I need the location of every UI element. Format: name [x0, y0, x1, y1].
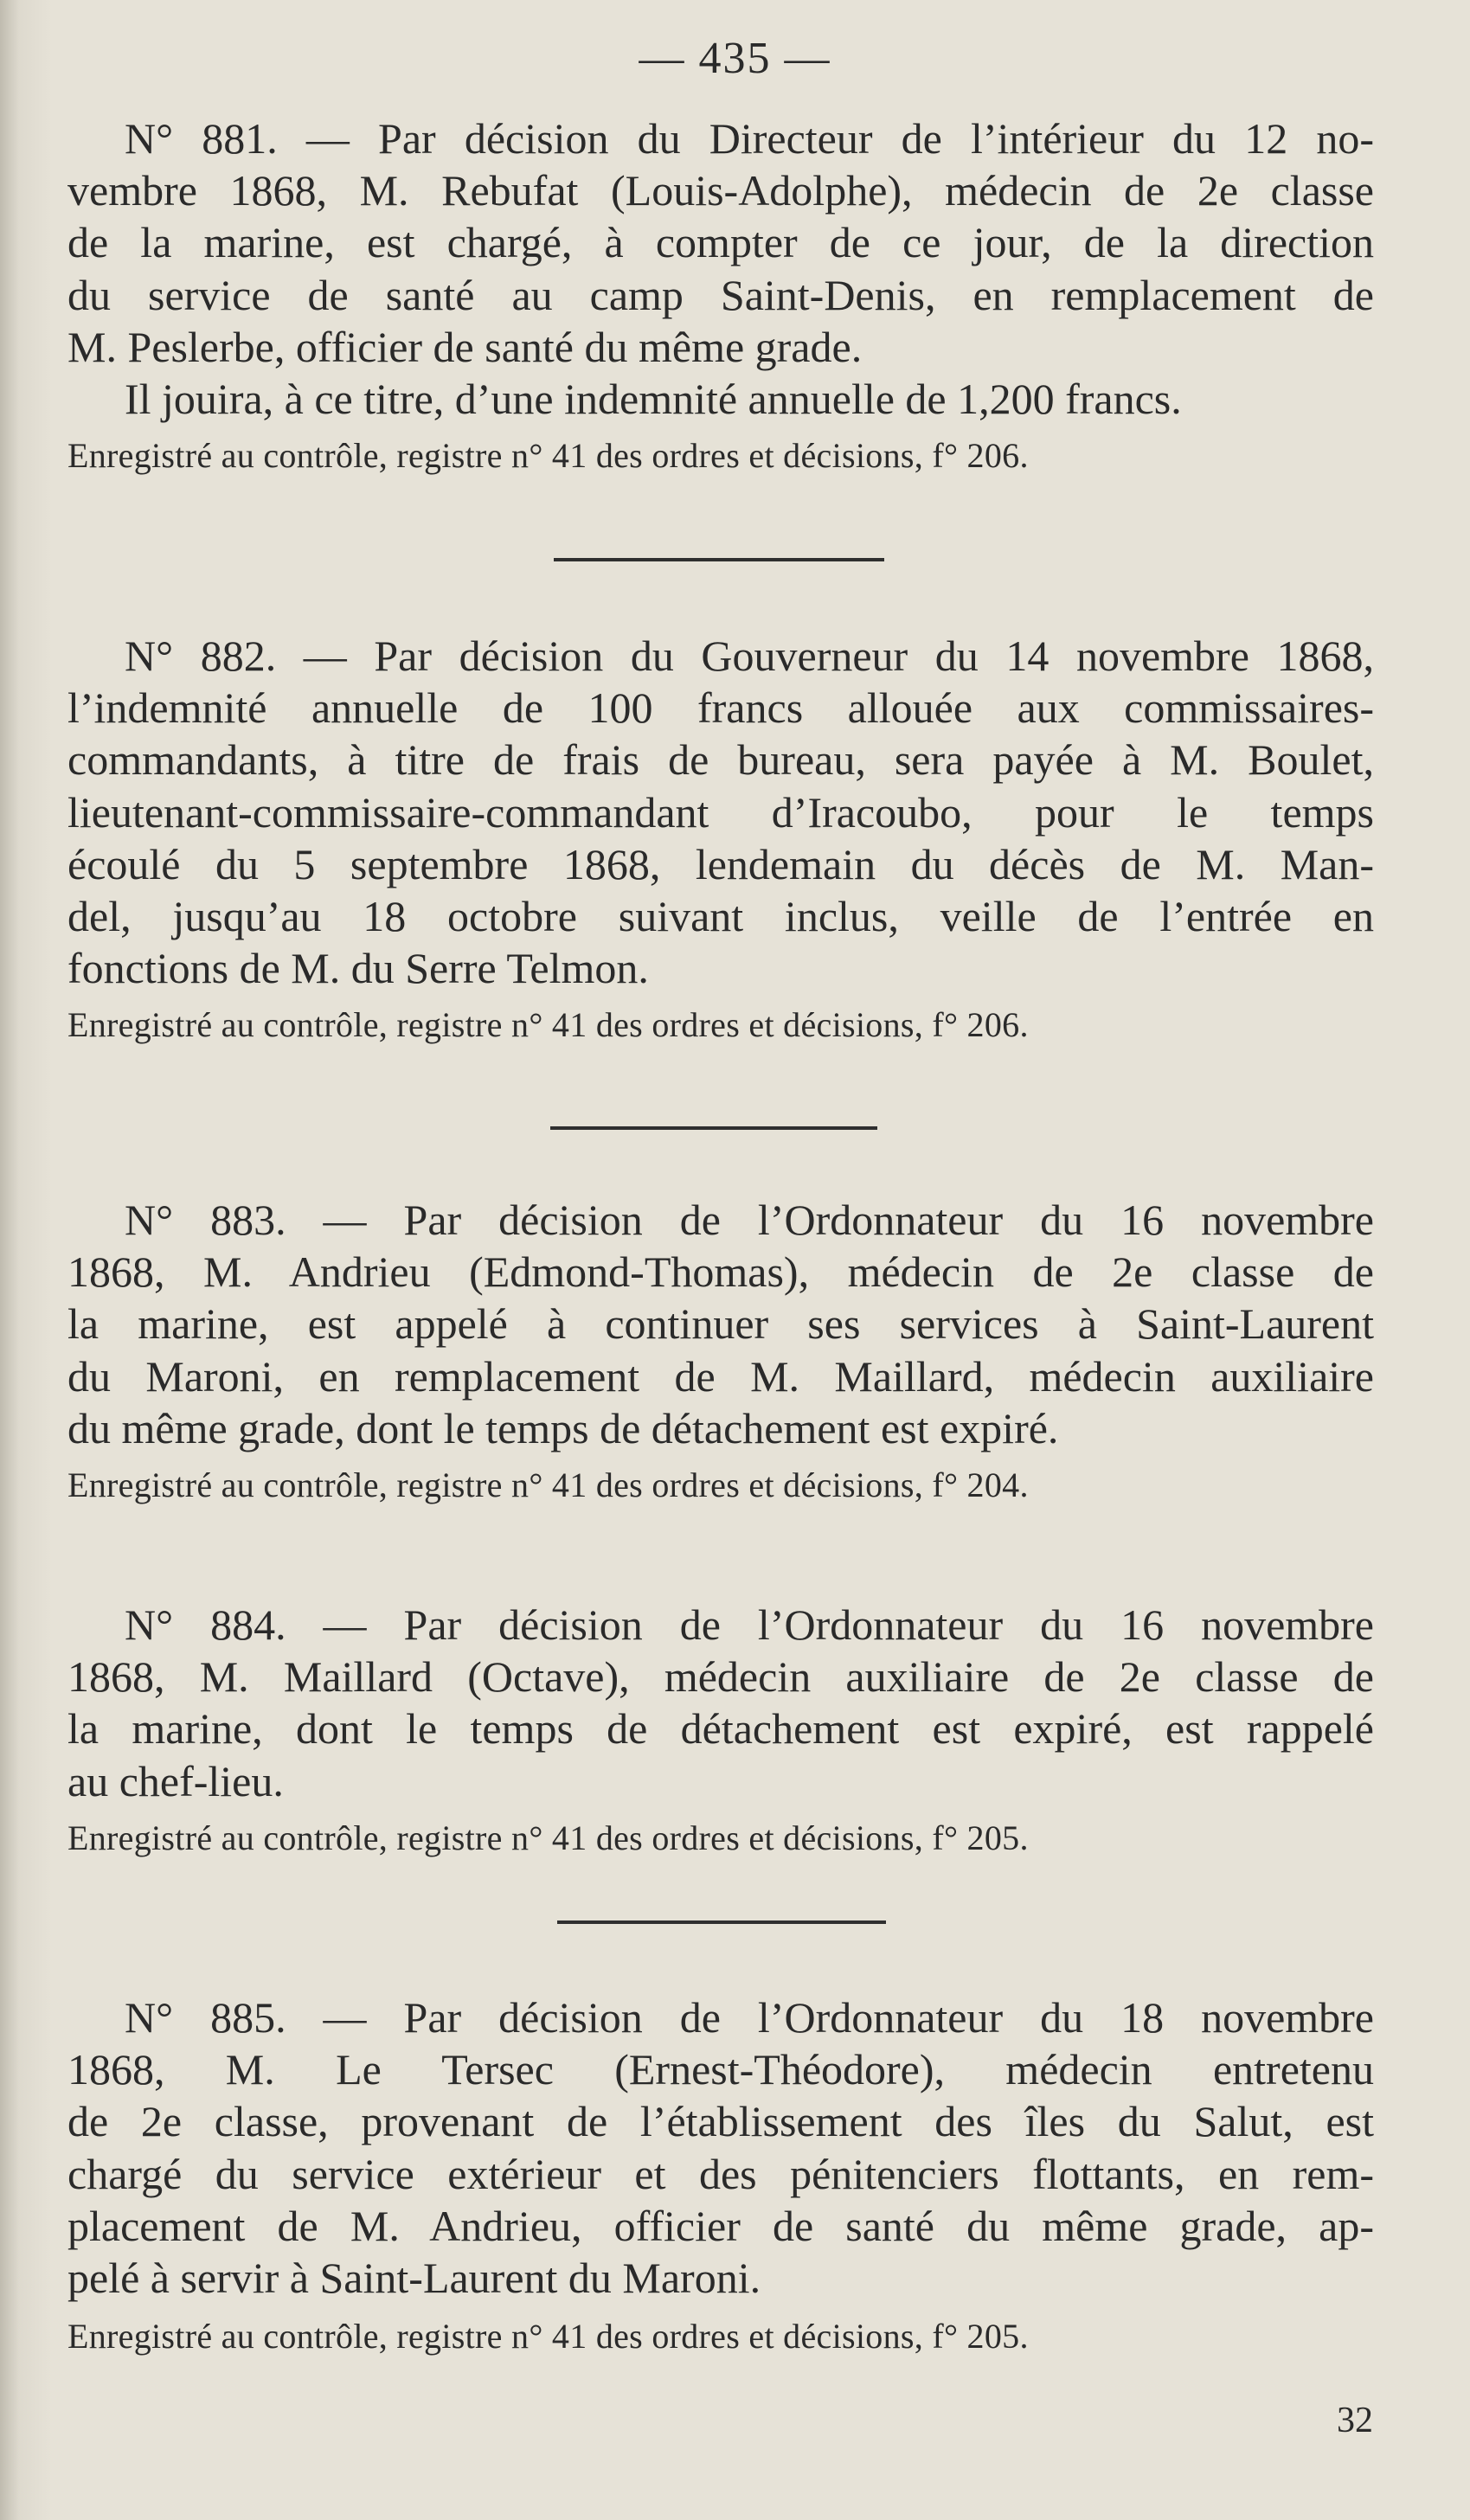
text-line: del, jusqu’au 18 octobre suivant inclus, veille de l’entrée en	[67, 892, 1374, 941]
entry-text	[67, 1991, 1374, 2304]
text-line: du service de santé au camp Saint-Denis, en remplacement de	[67, 270, 1374, 319]
text-line: N° 885. — Par décision de l’Ordonnateur du 18 novembre	[125, 1993, 1374, 2042]
page-number-header: — 435 —	[639, 34, 831, 83]
text-line: 1868, M. Andrieu (Edmond-Thomas), médecin de 2e classe de	[67, 1247, 1374, 1297]
section-divider	[550, 1126, 877, 1130]
text-line: chargé du service extérieur et des pénitenciers flottants, en rem-	[67, 2149, 1374, 2198]
registration-note: Enregistré au contrôle, registre n° 41 des ordres et décisions, f° 206.	[67, 1005, 1029, 1045]
signature-mark: 32	[1337, 2401, 1373, 2440]
text-line: placement de M. Andrieu, officier de santé du même grade, ap-	[67, 2201, 1374, 2250]
text-line: du même grade, dont le temps de détachement est expiré.	[67, 1403, 1059, 1452]
registration-note: Enregistré au contrôle, registre n° 41 des ordres et décisions, f° 205.	[67, 1818, 1029, 1857]
decision-entry-884	[67, 1599, 1374, 1863]
section-divider	[554, 558, 884, 561]
text-line: la marine, dont le temps de détachement est expiré, est rappelé	[67, 1704, 1374, 1754]
text-line: N° 882. — Par décision du Gouverneur du 14 novembre 1868,	[125, 632, 1374, 680]
text-line: du Maroni, en remplacement de M. Maillard, médecin auxiliaire	[67, 1351, 1374, 1401]
text-line: au chef-lieu.	[67, 1756, 284, 1805]
entry-text	[67, 630, 1374, 994]
registration-note: Enregistré au contrôle, registre n° 41 des ordres et décisions, f° 206.	[67, 436, 1029, 476]
text-line: 1868, M. Le Tersec (Ernest-Théodore), médecin entretenu	[67, 2045, 1374, 2094]
text-line: M. Peslerbe, officier de santé du même grade.	[67, 322, 863, 371]
section-divider	[557, 1920, 886, 1924]
text-line: Il jouira, à ce titre, d’une indemnité annuelle de 1,200 francs.	[125, 375, 1182, 424]
text-line: écoulé du 5 septembre 1868, lendemain du décès de M. Man-	[67, 839, 1374, 888]
entry-text	[67, 112, 1374, 425]
entry-text	[67, 1194, 1374, 1454]
decision-entry-885	[67, 1991, 1374, 2361]
text-line: pelé à servir à Saint-Laurent du Maroni.	[67, 2254, 761, 2303]
text-line: la marine, est appelé à continuer ses services à Saint-Laurent	[67, 1299, 1374, 1349]
text-line: N° 881. — Par décision du Directeur de l’intérieur du 12 no-	[125, 114, 1374, 163]
decision-entry-883	[67, 1194, 1374, 1510]
text-line: N° 883. — Par décision de l’Ordonnateur du 16 novembre	[125, 1196, 1374, 1244]
text-line: l’indemnité annuelle de 100 francs allouée aux commissaires-	[67, 683, 1374, 733]
registration-note: Enregistré au contrôle, registre n° 41 des ordres et décisions, f° 204.	[67, 1465, 1029, 1505]
decision-entry-881	[67, 112, 1374, 480]
entry-text	[67, 1599, 1374, 1807]
registration-note: Enregistré au contrôle, registre n° 41 des ordres et décisions, f° 205.	[67, 2317, 1029, 2356]
text-line: de 2e classe, provenant de l’établissement des îles du Salut, est	[67, 2097, 1374, 2146]
text-line: vembre 1868, M. Rebufat (Louis-Adolphe), médecin de 2e classe	[67, 166, 1374, 215]
decision-entry-882	[67, 630, 1374, 1049]
text-line: 1868, M. Maillard (Octave), médecin auxiliaire de 2e classe de	[67, 1652, 1374, 1702]
text-line: de la marine, est chargé, à compter de ce jour, de la direction	[67, 218, 1374, 267]
text-line: N° 884. — Par décision de l’Ordonnateur du 16 novembre	[125, 1600, 1374, 1649]
text-line: lieutenant-commissaire-commandant d’Iracoubo, pour le temps	[67, 787, 1374, 837]
text-line: commandants, à titre de frais de bureau, sera payée à M. Boulet,	[67, 735, 1374, 785]
text-line: fonctions de M. du Serre Telmon.	[67, 944, 649, 993]
